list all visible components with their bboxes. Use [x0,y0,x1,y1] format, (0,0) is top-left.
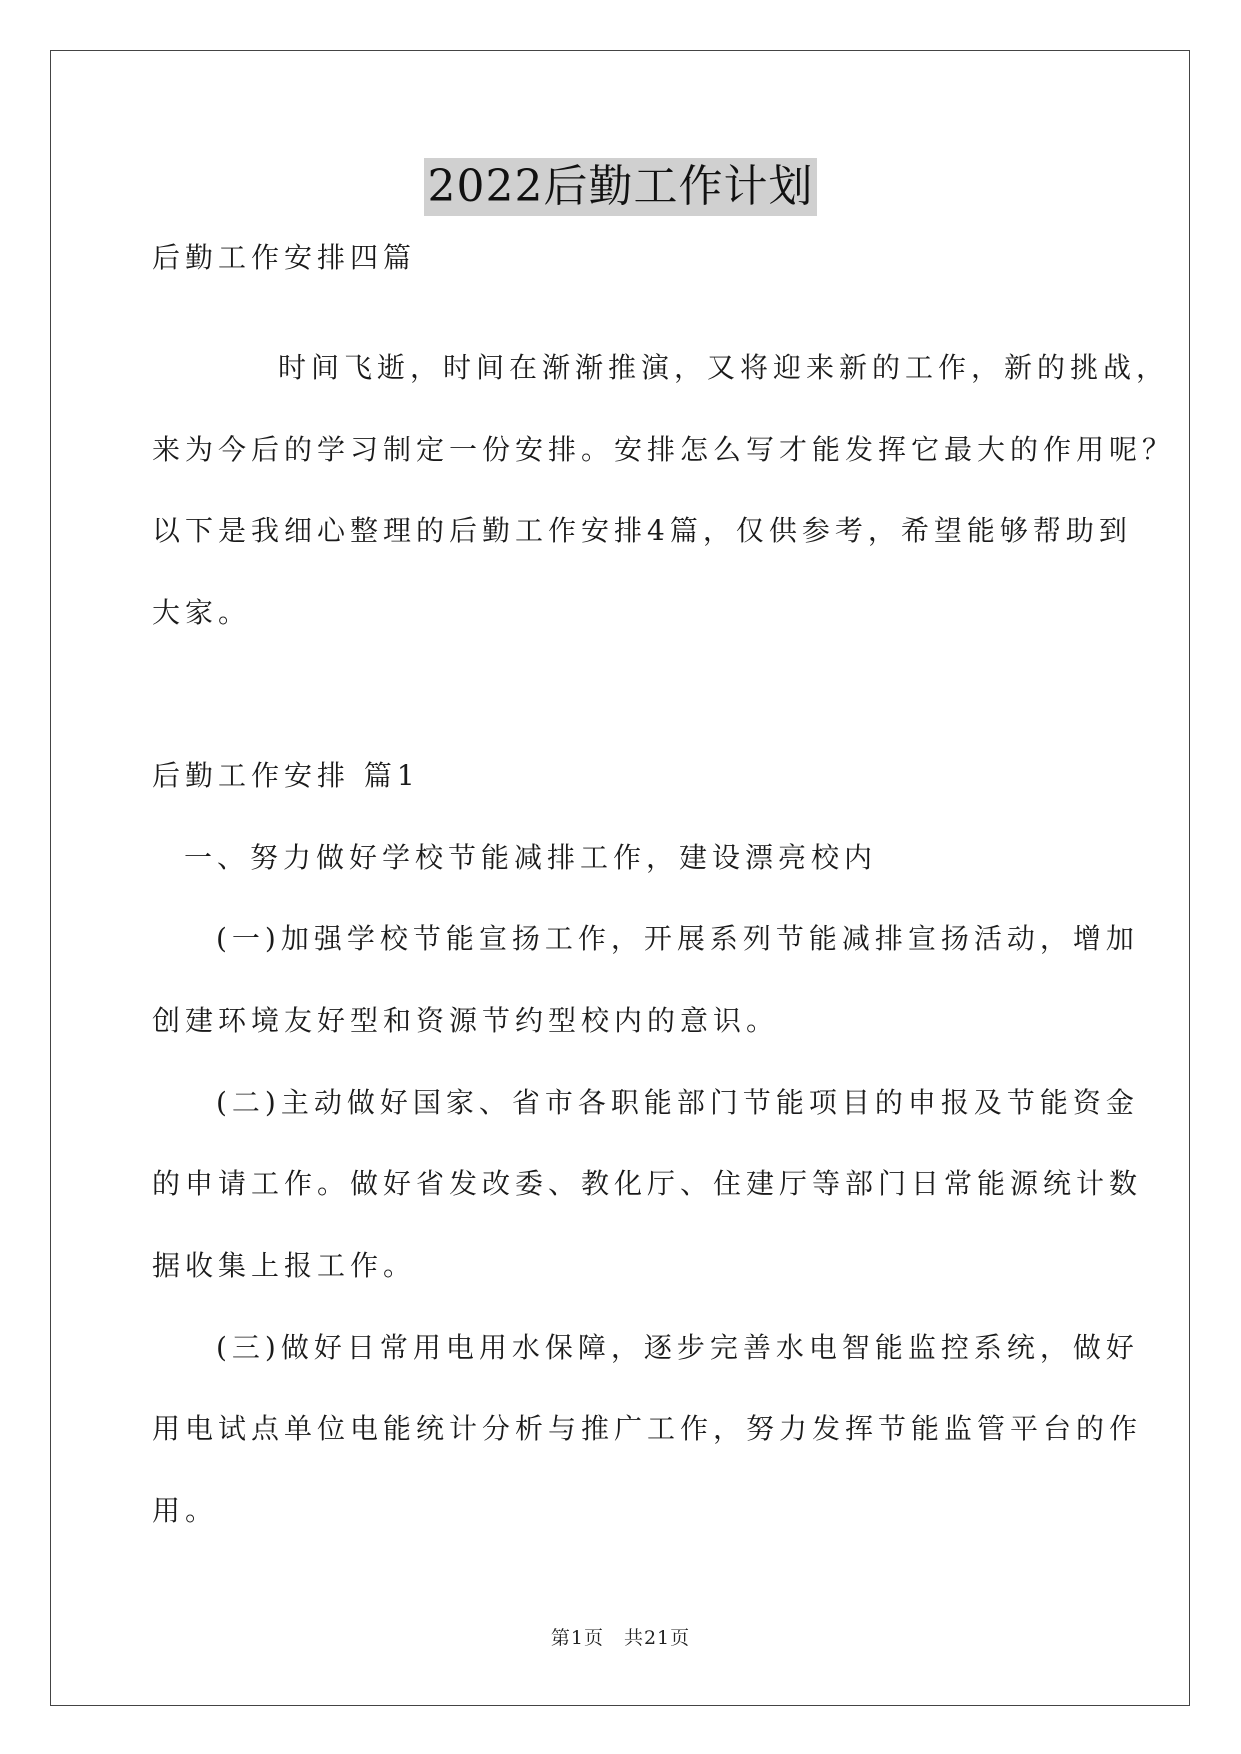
intro-line-4: 大家。 [152,596,252,629]
intro-line-1: 时间飞逝，时间在渐渐推演，又将迎来新的工作，新的挑战， [278,351,1170,384]
item-1-line-1: (一)加强学校节能宣扬工作，开展系列节能减排宣扬活动，增加 [216,922,1139,955]
intro-line-3: 以下是我细心整理的后勤工作安排4篇，仅供参考，希望能够帮助到 [152,514,1132,547]
title-container [0,158,1241,216]
item-2-line-2: 的申请工作。做好省发改委、教化厅、住建厅等部门日常能源统计数 [152,1167,1143,1200]
item-3-line-3: 用。 [152,1494,219,1527]
document-title: 2022后勤工作计划 [424,158,818,216]
item-2-line-1: (二)主动做好国家、省市各职能部门节能项目的申报及节能资金 [216,1086,1139,1119]
subtitle-line: 后勤工作安排四篇 [152,241,417,274]
item-3-line-2: 用电试点单位电能统计分析与推广工作，努力发挥节能监管平台的作 [152,1412,1143,1445]
item-2-line-3: 据收集上报工作。 [152,1249,417,1282]
item-heading-1: 一、努力做好学校节能减排工作，建设漂亮校内 [184,841,878,874]
page-border [50,50,1190,1706]
item-3-line-1: (三)做好日常用电用水保障，逐步完善水电智能监控系统，做好 [216,1331,1139,1364]
intro-line-2: 来为今后的学习制定一份安排。安排怎么写才能发挥它最大的作用呢？ [152,433,1176,466]
page-footer: 第1页 共21页 [550,1627,691,1649]
item-1-line-2: 创建环境友好型和资源节约型校内的意识。 [152,1004,780,1037]
section-heading: 后勤工作安排 篇1 [152,759,420,792]
